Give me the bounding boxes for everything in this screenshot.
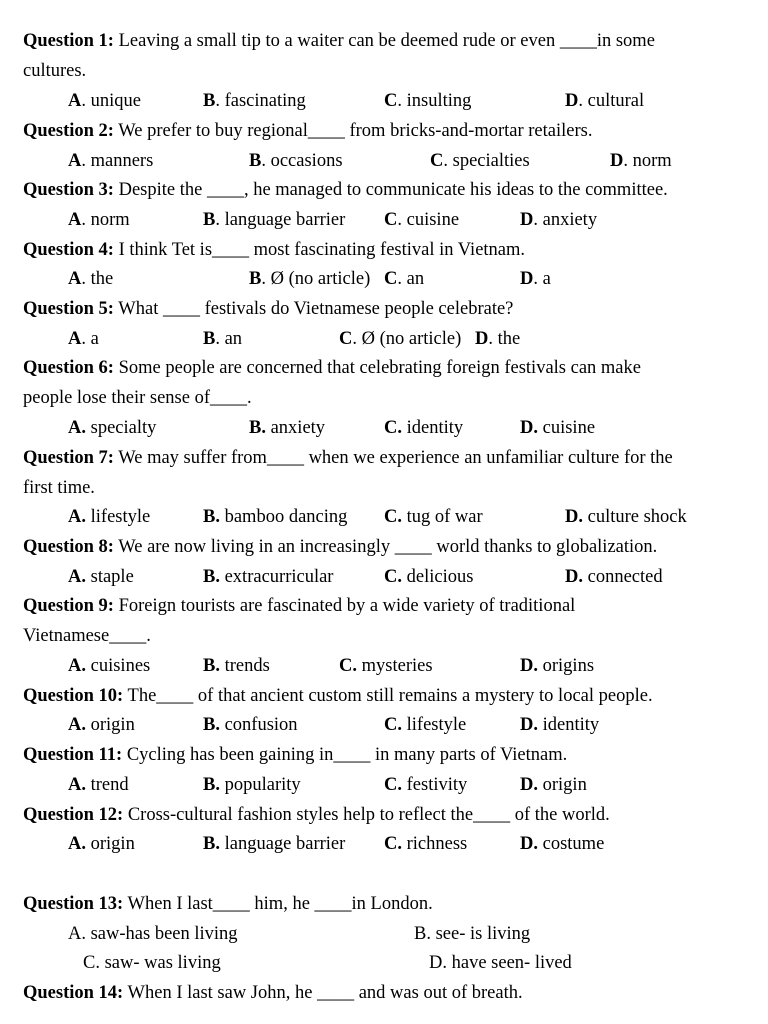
- option-text: C. saw- was living: [83, 953, 221, 973]
- option-letter: A: [68, 269, 82, 289]
- option-text: language barrier: [224, 834, 346, 854]
- question-9-text: Vietnamese____.: [23, 626, 151, 646]
- option-letter: C: [384, 269, 398, 289]
- option-text: origin: [90, 834, 135, 854]
- option-text: norm: [632, 151, 672, 171]
- option-text: festivity: [406, 775, 468, 795]
- option-5-2: [339, 328, 461, 350]
- option-text: confusion: [224, 715, 298, 735]
- option-letter: C: [384, 91, 398, 111]
- option-text: language barrier: [224, 210, 346, 230]
- question-8-line: [23, 536, 657, 558]
- question-8-number: Question 8:: [23, 537, 114, 557]
- option-text: origin: [90, 715, 135, 735]
- option-7-1: [203, 506, 347, 528]
- option-letter: B: [203, 91, 216, 111]
- option-letter: A.: [68, 834, 86, 854]
- question-12-number: Question 12:: [23, 805, 124, 825]
- question-1-line: [23, 60, 86, 82]
- option-13-3: [429, 952, 572, 974]
- option-6-0: [68, 417, 156, 439]
- option-text: bamboo dancing: [224, 507, 348, 527]
- option-4-0: [68, 268, 113, 290]
- option-letter: D.: [565, 507, 583, 527]
- question-11-text: Cycling has been gaining in____ in many parts of Vietnam.: [126, 745, 568, 765]
- question-6-number: Question 6:: [23, 358, 114, 378]
- option-sep: .: [261, 269, 266, 289]
- option-text: anxiety: [542, 210, 598, 230]
- option-1-3: [565, 90, 644, 112]
- option-9-2: [339, 655, 433, 677]
- option-letter: A: [68, 91, 82, 111]
- option-letter: D.: [565, 567, 583, 587]
- option-5-3: [475, 328, 520, 350]
- option-letter: D.: [520, 834, 538, 854]
- option-3-2: [384, 209, 459, 231]
- option-sep: .: [81, 269, 86, 289]
- option-letter: A.: [68, 715, 86, 735]
- question-1-text: cultures.: [23, 61, 87, 81]
- option-text: costume: [542, 834, 605, 854]
- question-9-line: [23, 595, 575, 617]
- option-text: lifestyle: [90, 507, 151, 527]
- option-12-2: [384, 833, 467, 855]
- question-11-number: Question 11:: [23, 745, 123, 765]
- option-1-1: [203, 90, 306, 112]
- option-3-0: [68, 209, 130, 231]
- option-8-3: [565, 566, 663, 588]
- question-1-line: [23, 30, 655, 52]
- option-text: origins: [542, 656, 595, 676]
- option-sep: .: [443, 151, 448, 171]
- option-letter: C.: [384, 834, 402, 854]
- option-10-1: [203, 714, 298, 736]
- option-text: popularity: [224, 775, 301, 795]
- option-13-1: [414, 923, 530, 945]
- option-5-0: [68, 328, 99, 350]
- option-text: connected: [587, 567, 663, 587]
- question-13-number: Question 13:: [23, 894, 124, 914]
- option-letter: D: [610, 151, 624, 171]
- option-text: a: [542, 269, 551, 289]
- option-9-0: [68, 655, 150, 677]
- option-sep: .: [623, 151, 628, 171]
- option-text: Ø (no article): [361, 329, 462, 349]
- option-8-2: [384, 566, 473, 588]
- option-12-3: [520, 833, 604, 855]
- option-letter: B.: [203, 775, 220, 795]
- option-11-1: [203, 774, 301, 796]
- option-letter: B: [249, 269, 262, 289]
- option-4-2: [384, 268, 424, 290]
- option-sep: .: [578, 91, 583, 111]
- option-text: the: [90, 269, 114, 289]
- option-letter: B: [249, 151, 262, 171]
- option-sep: .: [397, 91, 402, 111]
- option-6-3: [520, 417, 595, 439]
- option-sep: .: [261, 151, 266, 171]
- option-text: mysteries: [361, 656, 433, 676]
- option-letter: D: [520, 269, 534, 289]
- question-5-number: Question 5:: [23, 299, 114, 319]
- option-text: tug of war: [406, 507, 483, 527]
- option-8-1: [203, 566, 333, 588]
- option-sep: .: [215, 91, 220, 111]
- question-10-line: [23, 685, 653, 707]
- option-9-3: [520, 655, 594, 677]
- option-text: fascinating: [224, 91, 306, 111]
- option-letter: C: [384, 210, 398, 230]
- question-4-number: Question 4:: [23, 240, 114, 260]
- question-4-text: I think Tet is____ most fascinating festival in Vietnam.: [118, 240, 526, 260]
- option-text: a: [90, 329, 99, 349]
- option-text: specialty: [90, 418, 157, 438]
- option-11-2: [384, 774, 467, 796]
- option-text: insulting: [406, 91, 472, 111]
- option-sep: .: [533, 210, 538, 230]
- option-sep: .: [81, 91, 86, 111]
- question-8-text: We are now living in an increasingly ____ world thanks to globalization.: [118, 537, 658, 557]
- option-7-0: [68, 506, 150, 528]
- question-14-line: [23, 982, 523, 1004]
- option-11-0: [68, 774, 129, 796]
- option-10-2: [384, 714, 466, 736]
- question-3-line: [23, 179, 668, 201]
- option-letter: D: [565, 91, 579, 111]
- option-letter: B.: [203, 507, 220, 527]
- question-3-number: Question 3:: [23, 180, 114, 200]
- question-14-text: When I last saw John, he ____ and was out of breath.: [127, 983, 523, 1003]
- option-text: occasions: [270, 151, 343, 171]
- option-text: origin: [542, 775, 587, 795]
- question-2-number: Question 2:: [23, 121, 114, 141]
- option-text: trend: [90, 775, 129, 795]
- option-3-3: [520, 209, 597, 231]
- option-4-3: [520, 268, 551, 290]
- question-13-line: [23, 893, 433, 915]
- question-7-text: first time.: [23, 478, 95, 498]
- option-10-3: [520, 714, 599, 736]
- option-letter: C.: [384, 507, 402, 527]
- option-sep: .: [488, 329, 493, 349]
- option-sep: .: [81, 210, 86, 230]
- option-letter: C.: [384, 715, 402, 735]
- option-3-1: [203, 209, 345, 231]
- option-text: trends: [224, 656, 270, 676]
- option-text: Ø (no article): [270, 269, 371, 289]
- question-7-text: We may suffer from____ when we experience an unfamiliar culture for the: [118, 448, 673, 468]
- option-letter: C.: [384, 775, 402, 795]
- option-letter: A.: [68, 656, 86, 676]
- question-7-line: [23, 477, 95, 499]
- question-9-number: Question 9:: [23, 596, 114, 616]
- option-1-2: [384, 90, 471, 112]
- option-text: the: [497, 329, 521, 349]
- option-sep: .: [352, 329, 357, 349]
- option-sep: .: [215, 329, 220, 349]
- option-text: manners: [90, 151, 154, 171]
- option-letter: A: [68, 151, 82, 171]
- option-text: identity: [406, 418, 464, 438]
- option-6-1: [249, 417, 325, 439]
- option-2-2: [430, 150, 530, 172]
- option-text: cuisine: [406, 210, 460, 230]
- question-6-text: Some people are concerned that celebrating foreign festivals can make: [118, 358, 641, 378]
- option-12-1: [203, 833, 345, 855]
- option-letter: C.: [384, 418, 402, 438]
- option-letter: B.: [249, 418, 266, 438]
- option-text: A. saw-has been living: [68, 924, 238, 944]
- question-11-line: [23, 744, 567, 766]
- question-12-line: [23, 804, 610, 826]
- option-letter: B.: [203, 567, 220, 587]
- option-letter: C: [430, 151, 444, 171]
- question-5-line: [23, 298, 513, 320]
- question-4-line: [23, 239, 525, 261]
- option-text: anxiety: [270, 418, 326, 438]
- option-4-1: [249, 268, 370, 290]
- option-letter: B.: [203, 834, 220, 854]
- option-letter: B: [203, 329, 216, 349]
- option-5-1: [203, 328, 242, 350]
- option-13-2: [83, 952, 221, 974]
- option-7-2: [384, 506, 483, 528]
- option-text: cuisine: [542, 418, 596, 438]
- option-sep: .: [397, 210, 402, 230]
- question-3-text: Despite the ____, he managed to communicate his ideas to the committee.: [118, 180, 668, 200]
- option-6-2: [384, 417, 463, 439]
- option-letter: A: [68, 210, 82, 230]
- option-letter: D: [475, 329, 489, 349]
- option-text: unique: [90, 91, 141, 111]
- option-letter: A.: [68, 418, 86, 438]
- question-1-text: Leaving a small tip to a waiter can be deemed rude or even ____in some: [118, 31, 655, 51]
- question-9-line: [23, 625, 151, 647]
- option-text: culture shock: [587, 507, 687, 527]
- question-7-line: [23, 447, 673, 469]
- option-letter: D.: [520, 715, 538, 735]
- option-2-3: [610, 150, 672, 172]
- option-10-0: [68, 714, 135, 736]
- option-8-0: [68, 566, 134, 588]
- question-7-number: Question 7:: [23, 448, 114, 468]
- option-2-0: [68, 150, 153, 172]
- option-text: richness: [406, 834, 468, 854]
- option-text: norm: [90, 210, 130, 230]
- option-letter: B.: [203, 656, 220, 676]
- option-text: an: [406, 269, 425, 289]
- option-letter: C.: [384, 567, 402, 587]
- question-6-text: people lose their sense of____.: [23, 388, 252, 408]
- option-11-3: [520, 774, 587, 796]
- option-letter: D.: [520, 775, 538, 795]
- question-14-number: Question 14:: [23, 983, 124, 1003]
- option-letter: A.: [68, 775, 86, 795]
- option-9-1: [203, 655, 270, 677]
- question-2-text: We prefer to buy regional____ from bricks-and-mortar retailers.: [118, 121, 593, 141]
- option-letter: B.: [203, 715, 220, 735]
- question-9-text: Foreign tourists are fascinated by a wide variety of traditional: [118, 596, 576, 616]
- option-letter: A.: [68, 507, 86, 527]
- question-12-text: Cross-cultural fashion styles help to reflect the____ of the world.: [127, 805, 610, 825]
- question-6-line: [23, 357, 641, 379]
- question-2-line: [23, 120, 592, 142]
- option-text: extracurricular: [224, 567, 334, 587]
- option-sep: .: [81, 329, 86, 349]
- option-7-3: [565, 506, 687, 528]
- option-text: lifestyle: [406, 715, 467, 735]
- option-letter: D: [520, 210, 534, 230]
- option-text: D. have seen- lived: [429, 953, 572, 973]
- option-text: identity: [542, 715, 600, 735]
- option-text: staple: [90, 567, 134, 587]
- option-text: an: [224, 329, 243, 349]
- question-13-text: When I last____ him, he ____in London.: [127, 894, 433, 914]
- option-letter: D.: [520, 418, 538, 438]
- option-13-0: [68, 923, 238, 945]
- option-letter: A.: [68, 567, 86, 587]
- option-sep: .: [81, 151, 86, 171]
- option-text: B. see- is living: [414, 924, 531, 944]
- option-sep: .: [533, 269, 538, 289]
- question-10-text: The____ of that ancient custom still remains a mystery to local people.: [127, 686, 653, 706]
- option-text: specialties: [452, 151, 530, 171]
- option-2-1: [249, 150, 343, 172]
- question-5-text: What ____ festivals do Vietnamese people celebrate?: [118, 299, 514, 319]
- question-10-number: Question 10:: [23, 686, 124, 706]
- question-1-number: Question 1:: [23, 31, 114, 51]
- option-letter: C.: [339, 656, 357, 676]
- option-letter: C: [339, 329, 353, 349]
- option-sep: .: [215, 210, 220, 230]
- option-1-0: [68, 90, 141, 112]
- option-12-0: [68, 833, 135, 855]
- option-text: delicious: [406, 567, 474, 587]
- option-letter: A: [68, 329, 82, 349]
- option-text: cultural: [587, 91, 645, 111]
- option-text: cuisines: [90, 656, 151, 676]
- option-sep: .: [397, 269, 402, 289]
- option-letter: D.: [520, 656, 538, 676]
- question-6-line: [23, 387, 252, 409]
- option-letter: B: [203, 210, 216, 230]
